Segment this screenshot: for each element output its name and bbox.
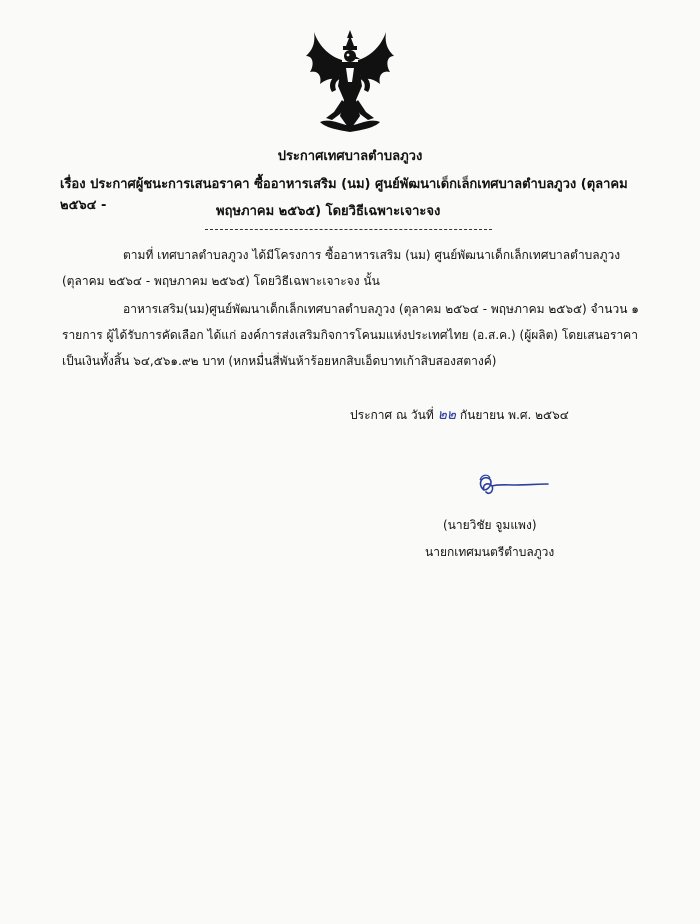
announcement-issuer: ประกาศเทศบาลตำบลภูวง: [277, 149, 423, 164]
dashed-divider: [205, 229, 492, 230]
subject-line-1: เรื่อง ประกาศผู้ชนะการเสนอราคา ซื้ออาหารเสริม (นม) ศูนย์พัฒนาเด็กเล็กเทศบาลตำบลภูวง (ตุลาคม ๒๕๖๔ -: [60, 177, 628, 213]
date-suffix: กันยายน พ.ศ. ๒๕๖๔: [459, 408, 569, 422]
paragraph-1-line-1: ตามที่ เทศบาลตำบลภูวง ได้มีโครงการ ซื้ออาหารเสริม (นม) ศูนย์พัฒนาเด็กเล็กเทศบาลตำบลภูวง: [123, 248, 621, 262]
signatory-name: (นายวิชัย จูมแพง): [443, 518, 537, 532]
paragraph-2-line-2: รายการ ผู้ได้รับการคัดเลือก ได้แก่ องค์การส่งเสริมกิจการโคนมแห่งประเทศไทย (อ.ส.ค.) (ผู้ผลิต) โดยเสนอราคา: [62, 328, 638, 342]
handwritten-day: ๒๒: [437, 407, 457, 423]
paragraph-1-line-2: (ตุลาคม ๒๕๖๔ - พฤษภาคม ๒๕๖๕) โดยวิธีเฉพาะเจาะจง นั้น: [62, 274, 380, 288]
date-prefix: ประกาศ ณ วันที่: [350, 408, 434, 422]
garuda-emblem-icon: [300, 26, 400, 134]
announcement-date: [350, 404, 569, 426]
signatory-position: นายกเทศมนตรีตำบลภูวง: [425, 545, 555, 559]
handwritten-signature-icon: [472, 470, 550, 500]
paragraph-2-line-1: อาหารเสริม(นม)ศูนย์พัฒนาเด็กเล็กเทศบาลตำบลภูวง (ตุลาคม ๒๕๖๔ - พฤษภาคม ๒๕๖๕) จำนวน ๑: [123, 302, 639, 316]
paragraph-2-line-3: เป็นเงินทั้งสิ้น ๖๔,๕๖๑.๙๒ บาท (หกหมื่นสี่พันห้าร้อยหกสิบเอ็ดบาทเก้าสิบสองสตางค์): [62, 354, 497, 368]
subject-line-2: พฤษภาคม ๒๕๖๕) โดยวิธีเฉพาะเจาะจง: [216, 204, 441, 219]
